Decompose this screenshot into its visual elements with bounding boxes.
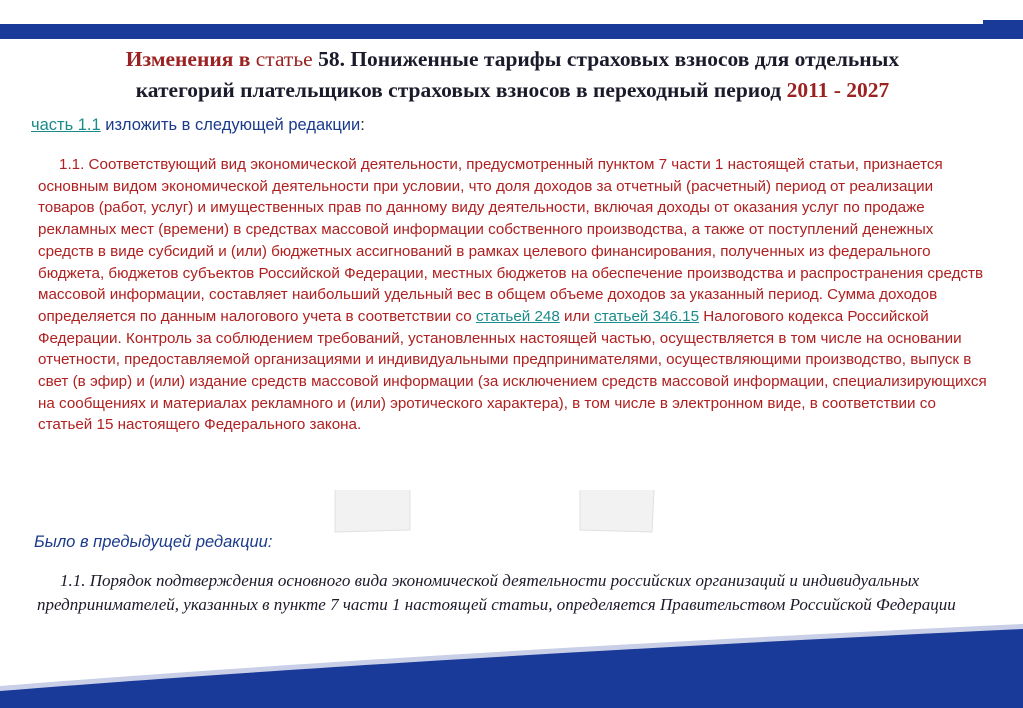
part-link[interactable]: часть 1.1	[31, 116, 101, 134]
previous-edition-text: 1.1. Порядок подтверждения основного вида экономической деятельности российских организаций и индивидуальных предпринимателей, указанных в пункте 7 части 1 настоящей статьи, определяется Правительством Российской Федерации	[37, 571, 956, 614]
title-line-2	[20, 75, 1005, 106]
title-years: 2011 - 2027	[786, 78, 890, 102]
title-article-name: 58. Пониженные тарифы страховых взносов для отдельных	[318, 47, 900, 71]
page-title	[20, 44, 1005, 106]
previous-edition-label: Было в предыдущей редакции:	[34, 533, 273, 551]
header-bar	[0, 24, 1023, 39]
new-edition-part-3: Налогового кодекса Российской Федерации. Контроль за соблюдением требований, установленных настоящей частью, осуществляется в том числе на основании отчетности, предоставляемой организациями и индивидуальными предпринимателями, осуществляющими производство, выпуск в свет (в эфир) и (или) издание средств массовой информации (за исключением средств массовой информации, специализирующихся на сообщениях и материалах рекламного и (или) эротического характера), в том числе в электронном виде, в соответствии со статьей 15 настоящего Федерального закона.	[38, 307, 987, 434]
title-article-name-cont: категорий плательщиков страховых взносов в переходный период	[135, 78, 782, 102]
subtitle-colon: :	[360, 116, 365, 134]
header-bar-corner	[983, 20, 1023, 32]
new-edition-text	[38, 154, 993, 436]
title-changes-word: Изменения в	[125, 47, 251, 71]
subtitle-text: изложить в следующей редакции	[100, 116, 361, 134]
title-line-1	[20, 44, 1005, 75]
article-346-15-link[interactable]: статьей 346.15	[594, 307, 700, 325]
footer-wave	[0, 620, 1023, 708]
new-edition-part-2: или	[559, 307, 595, 325]
article-248-link[interactable]: статьей 248	[475, 307, 560, 325]
title-article-word: статье	[255, 47, 313, 71]
new-edition-part-1: 1.1. Соответствующий вид экономической деятельности, предусмотренный пунктом 7 части 1 настоящей статьи, признается основным видом экономической деятельности при условии, что доля доходов за отчетный (расчетный) период от реализации товаров (работ, услуг) и имущественных прав по данному виду деятельности, включая доходы от оказания услуг по продаже рекламных мест (времени) в средствах массовой информации собственного производства, а также от поступлений денежных средств в виде субсидий и (или) бюджетных ассигнований в рамках целевого финансирования, полученных из федерального бюджета, бюджетов субъектов Российской Федерации, местных бюджетов на обеспечение производства и распространения средств массовой информации, составляет наибольший удельный вес в общем объеме доходов за указанный период. Сумма доходов определяется по данным налогового учета в соответствии со	[38, 156, 984, 325]
subtitle	[31, 116, 365, 135]
